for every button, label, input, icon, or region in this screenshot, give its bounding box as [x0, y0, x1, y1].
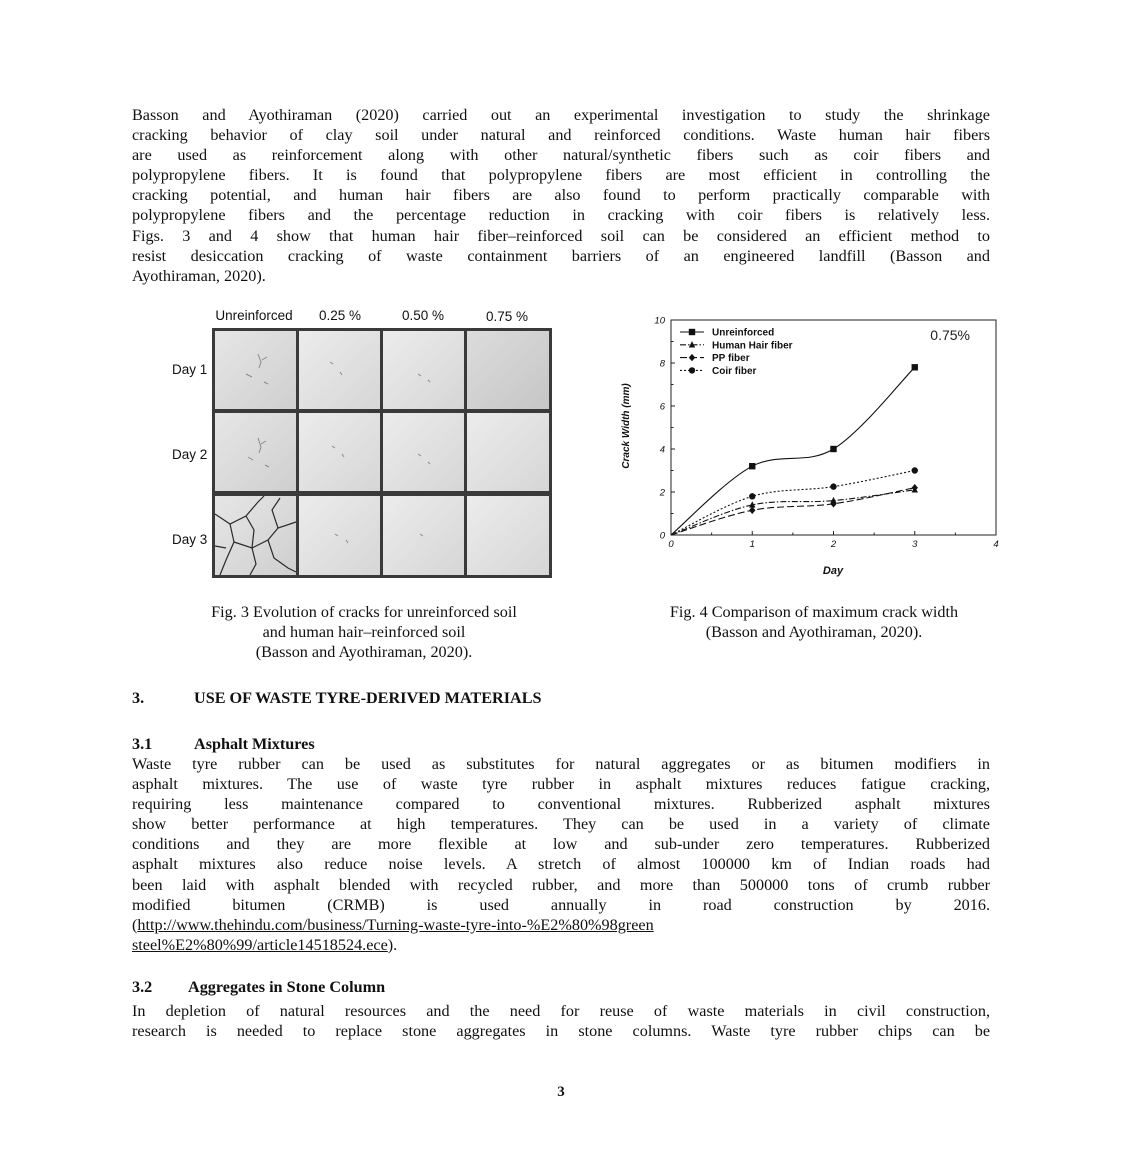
y-axis-label: Crack Width (mm)	[621, 383, 632, 469]
intro-paragraph	[132, 105, 990, 286]
text-line: Basson and Ayothiraman (2020) carried out an experimental investigation to study the shrinkage	[132, 106, 990, 124]
column-label-0-25: 0.25 %	[318, 308, 362, 323]
data-point	[749, 463, 755, 469]
row-label-day-1: Day 1	[172, 362, 208, 377]
data-point	[749, 507, 755, 514]
series-unreinforced	[671, 364, 918, 535]
section-title: USE OF WASTE TYRE-DERIVED MATERIALS	[194, 689, 542, 707]
legend-label: Coir fiber	[712, 365, 757, 377]
data-point	[912, 484, 918, 491]
text-line	[132, 915, 990, 935]
section-number: 3.	[132, 689, 145, 707]
text-line: cracking behavior of clay soil under natural and reinforced conditions. Waste human hair fibers	[132, 126, 990, 145]
y-tick-label: 4	[659, 444, 665, 456]
text-line: show better performance at high temperatures. They can be used in a variety of climate	[132, 815, 990, 834]
text-line: resist desiccation cracking of waste containment barriers of an engineered landfill (Basson and	[132, 246, 990, 265]
section-number: 3.2	[132, 978, 153, 996]
chart-legend	[680, 328, 793, 377]
data-point	[912, 364, 918, 370]
row-label-day-2: Day 2	[172, 447, 208, 462]
page-number: 3	[557, 1084, 565, 1100]
legend-marker	[689, 329, 695, 335]
x-tick-label: 0	[668, 539, 674, 550]
series-line	[671, 488, 915, 535]
section-title: Asphalt Mixtures	[194, 735, 315, 753]
column-label-unreinforced: Unreinforced	[215, 308, 293, 323]
row-label-day-3: Day 3	[172, 532, 208, 547]
y-tick-label: 8	[659, 358, 665, 370]
text-line	[132, 935, 990, 955]
section-3-heading	[132, 688, 542, 708]
text-line: In depletion of natural resources and the need for reuse of waste materials in civil construction,	[132, 1002, 990, 1020]
chart-annotation: 0.75%	[930, 327, 970, 343]
series-pp-fiber	[671, 484, 918, 535]
x-axis-label: Day	[822, 565, 844, 577]
stone-column-paragraph	[132, 1001, 990, 1041]
data-point	[912, 467, 918, 473]
legend-label: Unreinforced	[712, 327, 775, 339]
paren-open: (	[132, 915, 138, 934]
chart-tick-labels	[654, 316, 998, 551]
series-human-hair-fiber	[671, 486, 918, 535]
section-title: Aggregates in Stone Column	[188, 978, 386, 996]
text-line: Waste tyre rubber can be used as substitutes for natural aggregates or as bitumen modifiers in	[132, 755, 990, 773]
paren-close: ).	[387, 935, 398, 954]
caption-line: Fig. 3 Evolution of cracks for unreinforced soil	[211, 603, 517, 621]
text-line: conditions and they are more flexible at low and sub-under zero temperatures. Rubberized	[132, 835, 990, 854]
x-tick-label: 2	[830, 539, 837, 550]
column-label-0-75: 0.75 %	[485, 309, 529, 324]
y-tick-label: 10	[654, 315, 665, 327]
series-line	[671, 471, 915, 536]
text-line: been laid with asphalt blended with recycled rubber, and more than 500000 tons of crumb rubber	[132, 875, 990, 894]
asphalt-paragraph	[132, 754, 990, 955]
legend-label: Human Hair fiber	[712, 340, 793, 352]
text-line: polypropylene fibers. It is found that polypropylene fibers are most efficient in controlling the	[132, 166, 990, 185]
x-tick-label: 1	[749, 539, 755, 550]
legend-marker	[689, 367, 695, 373]
text-line: cracking potential, and human hair fibers are also found to perform practically comparable with	[132, 186, 990, 205]
legend-entry	[680, 328, 774, 339]
x-tick-label: 3	[912, 539, 918, 550]
column-label-0-50: 0.50 %	[401, 308, 445, 323]
section-number: 3.1	[132, 735, 153, 753]
data-point	[830, 483, 836, 489]
x-tick-label: 4	[993, 539, 999, 550]
text-line: are used as reinforcement along with other natural/synthetic fibers such as coir fibers and	[132, 146, 990, 165]
text-line: Figs. 3 and 4 show that human hair fiber–reinforced soil can be considered an efficient method to	[132, 226, 990, 245]
data-point	[830, 446, 836, 452]
caption-line: Fig. 4 Comparison of maximum crack width	[669, 603, 959, 621]
data-point	[749, 493, 755, 499]
text-line: modified bitumen (CRMB) is used annually in road construction by 2016.	[132, 895, 990, 914]
hindu-article-link[interactable]: http://www.thehindu.com/business/Turning-waste-tyre-into-%E2%80%98green	[137, 915, 654, 934]
text-line: asphalt mixtures. The use of waste tyre rubber in asphalt mixtures reduces fatigue cracking,	[132, 775, 990, 794]
text-line: asphalt mixtures also reduce noise levels. A stretch of almost 100000 km of Indian roads had	[132, 855, 990, 874]
text-line: research is needed to replace stone aggregates in stone columns. Waste tyre rubber chips can be	[132, 1022, 990, 1041]
series-line	[671, 490, 915, 535]
text-line: Ayothiraman, 2020).	[132, 266, 266, 285]
hindu-article-link-continued[interactable]: steel%E2%80%99/article14518524.ece	[132, 935, 388, 954]
caption-line: and human hair–reinforced soil	[262, 623, 466, 641]
text-line: requiring less maintenance compared to conventional mixtures. Rubberized asphalt mixtures	[132, 795, 990, 814]
chart-series	[671, 364, 918, 535]
series-line	[671, 367, 915, 535]
y-tick-label: 0	[659, 530, 665, 542]
legend-marker	[689, 354, 695, 361]
y-tick-label: 2	[659, 487, 665, 499]
section-3-2-heading	[132, 977, 385, 997]
text-line: polypropylene fibers and the percentage reduction in cracking with coir fibers is relatively less.	[132, 206, 990, 225]
section-3-1-heading	[132, 734, 315, 754]
figure-3-photo-grid	[160, 302, 560, 584]
figure-3-caption	[140, 602, 588, 662]
caption-line: (Basson and Ayothiraman, 2020).	[705, 623, 923, 641]
caption-line: (Basson and Ayothiraman, 2020).	[255, 643, 473, 661]
legend-label: PP fiber	[712, 353, 750, 365]
legend-entry	[680, 353, 750, 364]
figure-4-caption	[600, 602, 1028, 642]
figure-4-crack-width-chart	[612, 300, 1012, 585]
legend-entry	[680, 340, 793, 351]
y-tick-label: 6	[659, 401, 665, 413]
legend-entry	[680, 366, 757, 377]
